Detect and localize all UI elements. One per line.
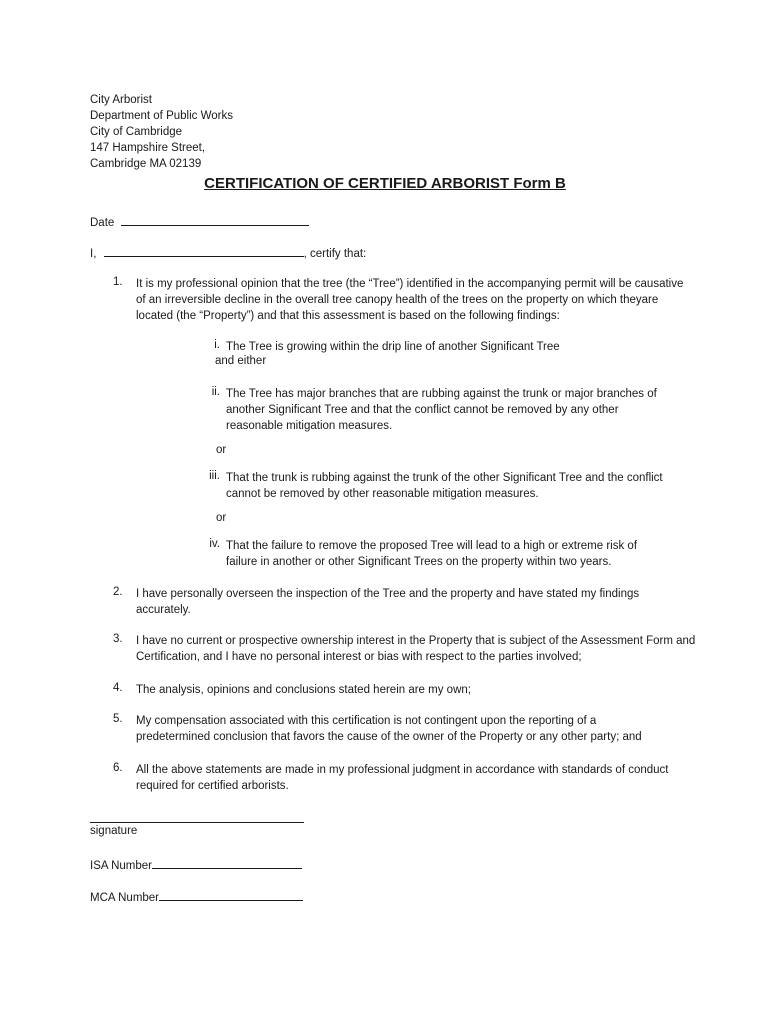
date-field[interactable] xyxy=(121,213,309,226)
isa-label: ISA Number xyxy=(90,860,152,872)
item-3-text: I have no current or prospective ownership interest in the Property that is subject of the Assessment Form and Certification, and I have no personal interest or bias with respect to the parties involved; xyxy=(136,635,696,663)
isa-row xyxy=(90,856,302,872)
isa-number-field[interactable] xyxy=(152,856,302,869)
address-line-1: City Arborist xyxy=(90,94,152,106)
name-field[interactable] xyxy=(104,244,304,257)
item-5-number: 5. xyxy=(113,713,123,725)
certify-prefix: I, xyxy=(90,248,97,260)
mca-label: MCA Number xyxy=(90,892,160,904)
finding-i-after: and either xyxy=(215,355,267,367)
item-6-text: All the above statements are made in my professional judgment in accordance with standards of conduct required for certified arborists. xyxy=(136,764,669,792)
item-1-number: 1. xyxy=(113,276,123,288)
date-row xyxy=(90,213,309,229)
finding-iii-text: That the trunk is rubbing against the trunk of the other Significant Tree and the conflict cannot be removed by other reasonable mitigation measures. xyxy=(226,472,663,500)
address-line-4: 147 Hampshire Street, xyxy=(90,142,206,154)
finding-i-text: The Tree is growing within the drip line of another Significant Tree xyxy=(226,341,560,353)
finding-iii-number: iii. xyxy=(209,470,220,482)
finding-i-number: i. xyxy=(214,339,220,351)
certify-suffix: , certify that: xyxy=(303,248,367,260)
item-3-number: 3. xyxy=(113,633,123,645)
finding-iv-number: iv. xyxy=(209,538,220,550)
item-6-number: 6. xyxy=(113,762,123,774)
item-1-text: It is my professional opinion that the tree (the “Tree”) identified in the accompanying permit will be causative of an irreversible decline in the overall tree canopy health of the trees on the property on which theyare located (the “Property”) and that this assessment is based on the following findings: xyxy=(136,278,684,322)
date-label: Date xyxy=(90,217,115,229)
address-line-5: Cambridge MA 02139 xyxy=(90,158,202,170)
certify-row xyxy=(90,244,366,260)
item-5-text: My compensation associated with this certification is not contingent upon the reporting of a predetermined conclusion that favors the cause of the owner of the Property or any other party; and xyxy=(136,715,642,743)
finding-iv-text: That the failure to remove the proposed Tree will lead to a high or extreme risk of failure in another or other Significant Trees on the property within two years. xyxy=(226,540,638,568)
signature-label: signature xyxy=(90,825,138,837)
finding-ii-text: The Tree has major branches that are rubbing against the trunk or major branches of another Significant Tree and that the conflict cannot be removed by any other reasonable mitigation measures. xyxy=(226,388,657,432)
item-4-text: The analysis, opinions and conclusions stated herein are my own; xyxy=(136,684,471,696)
item-2-text: I have personally overseen the inspection of the Tree and the property and have stated my findings accurately. xyxy=(136,588,640,616)
item-2-number: 2. xyxy=(113,586,123,598)
or-connector-1: or xyxy=(216,444,227,456)
address-line-2: Department of Public Works xyxy=(90,110,233,122)
address-line-3: City of Cambridge xyxy=(90,126,183,138)
mca-number-field[interactable] xyxy=(159,888,303,901)
finding-ii-number: ii. xyxy=(211,386,220,398)
item-4-number: 4. xyxy=(113,682,123,694)
document-title: CERTIFICATION OF CERTIFIED ARBORIST Form B xyxy=(204,175,566,192)
mca-row xyxy=(90,888,303,904)
signature-line[interactable] xyxy=(90,822,304,823)
or-connector-2: or xyxy=(216,512,227,524)
